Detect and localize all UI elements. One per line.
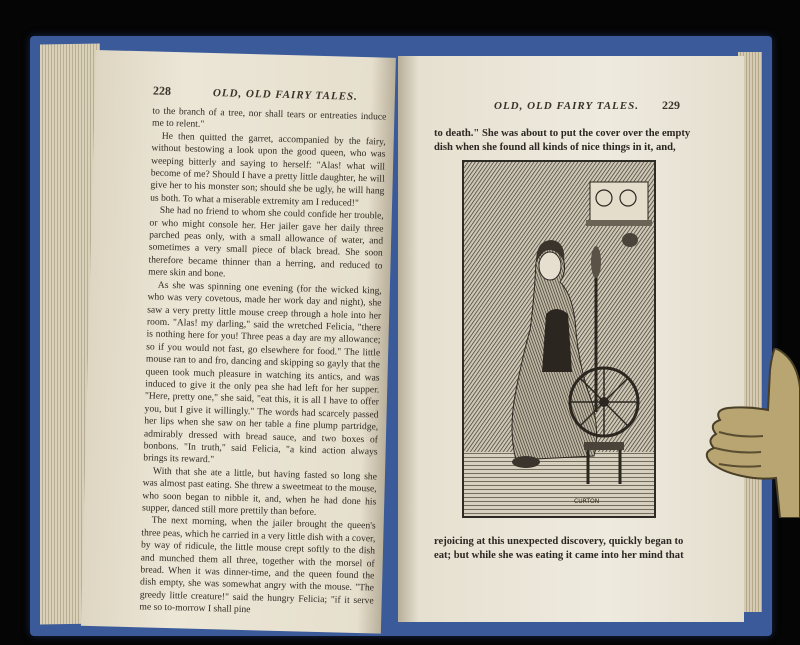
page-number-left: 228: [152, 83, 172, 98]
text-line: rejoicing at this unexpected discovery, quickly began to: [434, 536, 684, 547]
carved-hand-stand-icon: [705, 348, 800, 518]
paragraph: She had no friend to whom she could confide her trouble, or who might console her. Her jailer gave her daily three parched peas only, with a small allowance of water, and sometimes a very small piece of black bread. She soon therefore became thinner than a herring, and reduced to mere skin and bone.: [148, 204, 384, 280]
left-page: [81, 50, 396, 634]
text-line: eat; but while she was eating it came into her mind that: [434, 550, 684, 561]
right-page: [398, 56, 744, 622]
running-head-right: OLD, OLD FAIRY TALES.: [494, 100, 639, 112]
text-line: dish when she found all kinds of nice things in it, and,: [434, 142, 676, 153]
left-page-text: [139, 105, 386, 620]
engraver-signature: CURTON: [574, 498, 600, 505]
engraving-illustration: [462, 160, 656, 518]
running-head-left: OLD, OLD FAIRY TALES.: [212, 87, 359, 103]
paragraph: The next morning, when the jailer brought the queen's three peas, which he carried in a very little dish with a cover, by way of ridicule, the little mouse crept softly to the dish and munched them all three, together with the morsel of bread. When it was dinner-time, and the queen found the dish empty, she was somewhat angry with the mouse. "The greedy little creature!" said the hungry Felicia; "if it serve me so to-morrow I shall pine: [139, 515, 376, 616]
paragraph: With that she ate a little, but having fasted so long she was almost past eating. She threw a sweetmeat to the mouse, who soon began to nibble it, and, when he had done his supper, danced still more prettily than before.: [141, 465, 378, 518]
paragraph: He then quitted the garret, accompanied by the fairy, without bestowing a look upon the good queen, who was weeping bitterly and saying to herself: "Alas! what will become of me? Should I have a pretty little daughter, he will give her to his monster son; should she be ugly, he will hang us both. To what a miserable extremity am I reduced!": [150, 130, 386, 209]
text-line: to death." She was about to put the cover over the empty: [434, 128, 691, 139]
page-number-right: 229: [662, 98, 680, 112]
spinning-woman-engraving: [464, 162, 654, 516]
paragraph: to the branch of a tree, nor shall tears or entreaties induce me to relent.": [151, 105, 387, 131]
paragraph: As she was spinning one evening (for the wicked king, who was very covetous, made her work day and night), she saw a very pretty little mouse creep through a hole into her room. "Alas! my darling," said the wretched Felicia, "there is nothing here for you! Three peas a day are my allowance; so if you would not fast, go elsewhere for food." The little mouse ran to and fro, dancing and skipping so gayly that the queen took much pleasure in watching its antics, and was induced to give it the only pea she had left for her supper. "Here, pretty one," she said, "eat this, it is all I have to offer you, but I give it willingly." The words had scarcely passed her lips when she saw on her table a fine plump partridge, admirably dressed with bread sauce, and two boxes of bonbons. "In truth," said Felicia, "a kind action always brings its reward.": [143, 279, 382, 466]
